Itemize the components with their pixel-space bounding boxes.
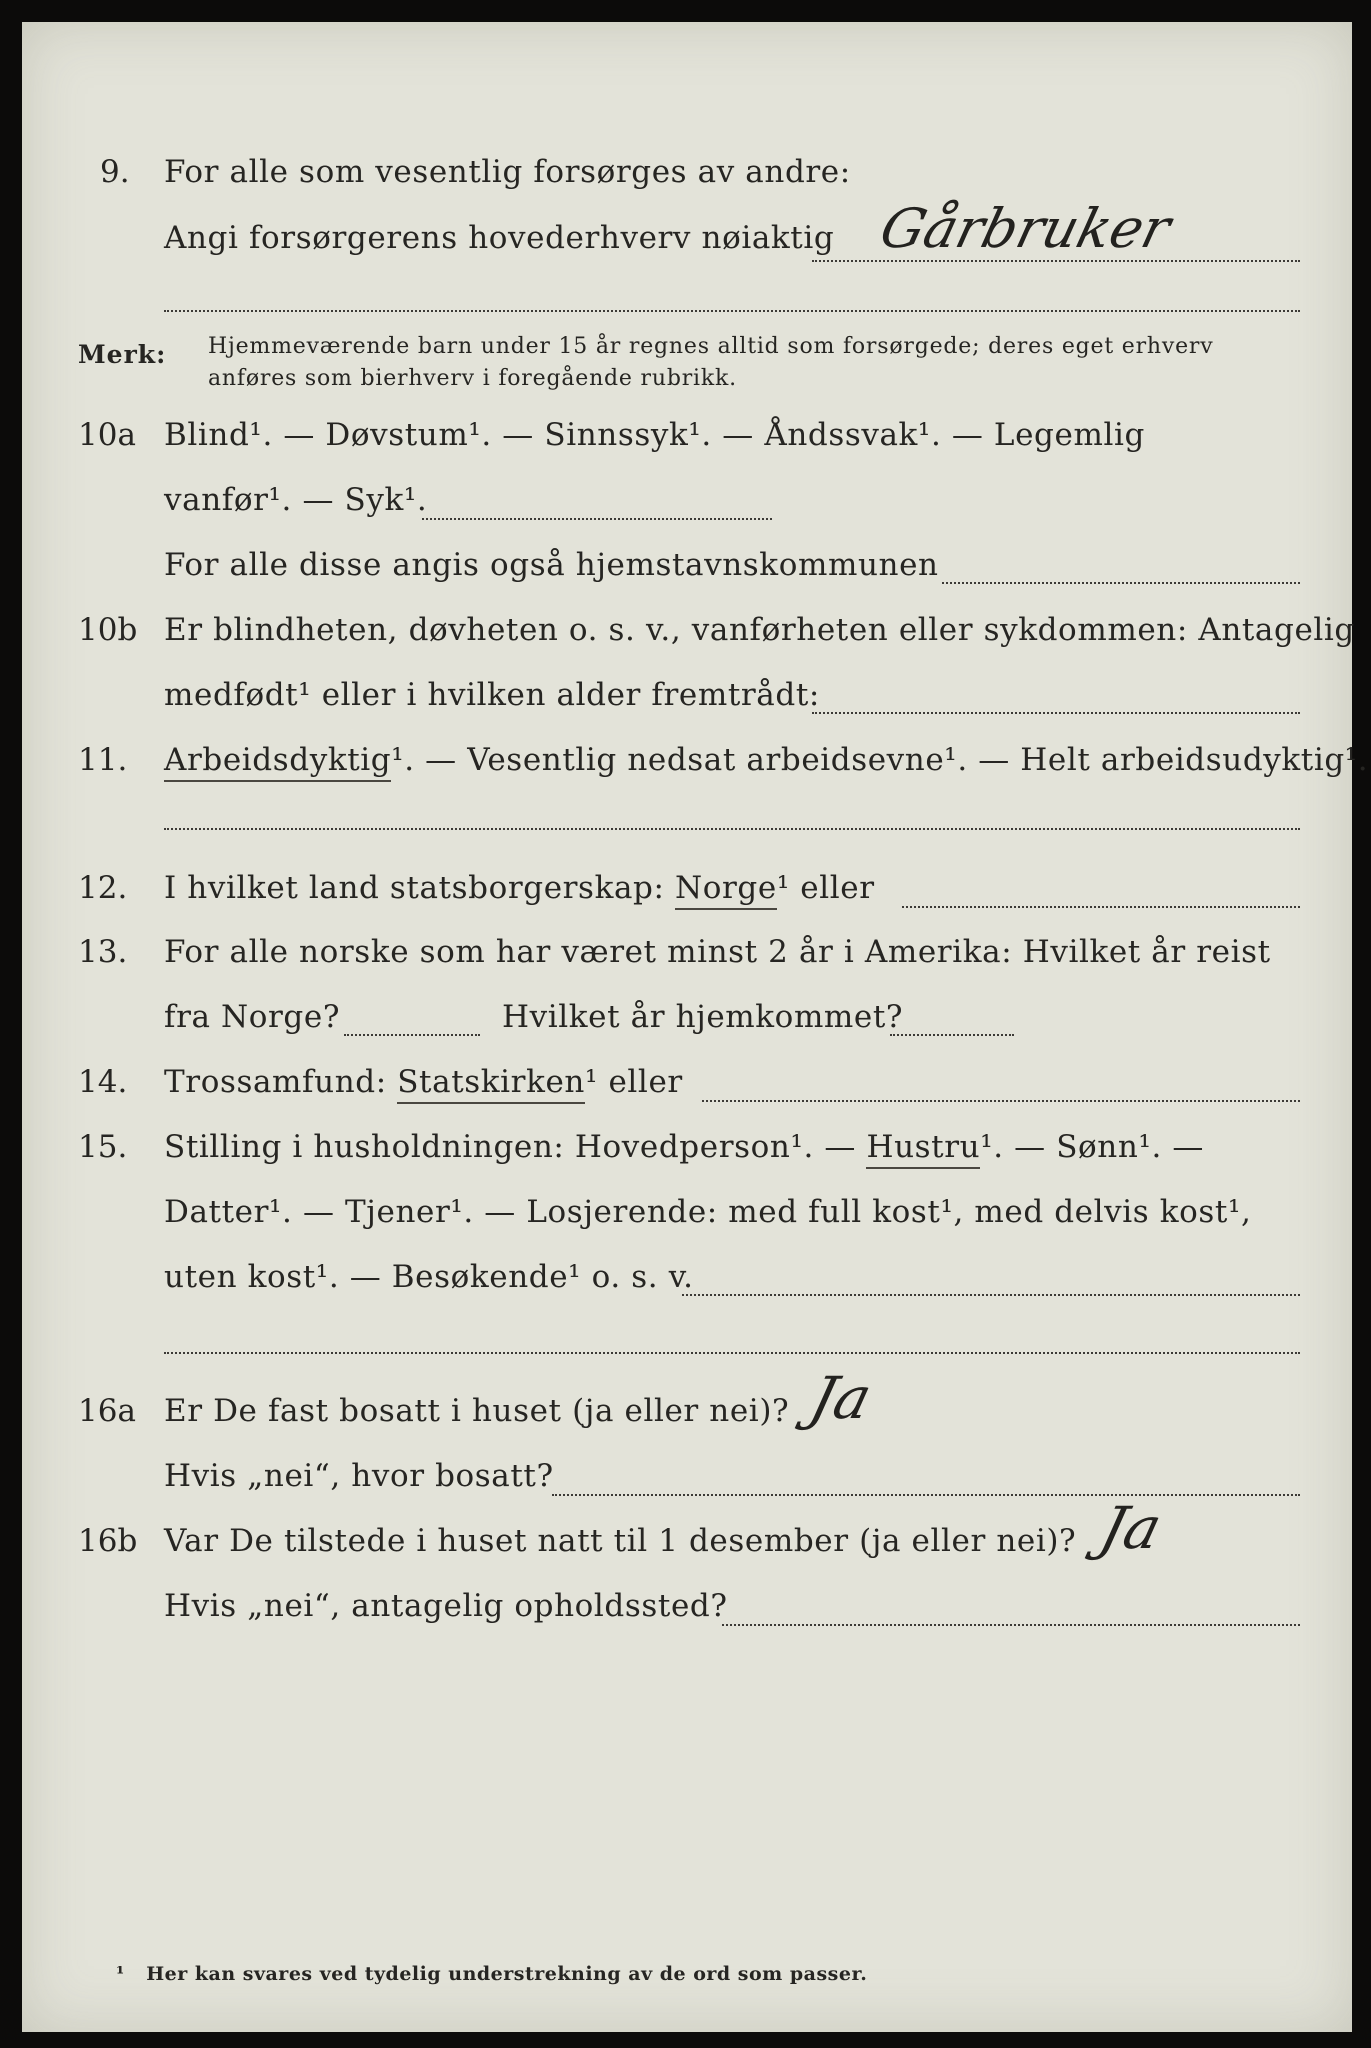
q9-line1: For alle som vesentlig forsørges av andre: [164,154,851,190]
q16b-number: 16b [78,1523,138,1559]
footnote [116,1962,867,1986]
q12-rest: ¹ eller [776,870,875,906]
q11-number: 11. [78,742,128,778]
q11-underlined-answer: Arbeidsdyktig [164,742,391,782]
q12-answer-line [902,906,1300,908]
q16a-answer-line [552,1494,1300,1496]
q9-handwritten-answer: Gårbruker [874,197,1177,260]
q10a-line2: vanfør¹. — Syk¹. [164,482,428,518]
q10a-line1: Blind¹. — Døvstum¹. — Sinnssyk¹. — Åndssvak¹. — Legemlig [164,417,1145,453]
q15-underlined-answer: Hustru [866,1129,980,1169]
q15-line3: uten kost¹. — Besøkende¹ o. s. v. [164,1259,694,1295]
q10a-line3: For alle disse angis også hjemstavnskommunen [164,547,939,583]
q14-answer-line [702,1100,1300,1102]
q15-line1 [164,1127,1204,1167]
q15-answer-line [682,1294,1300,1296]
q15-line1a: Stilling i husholdningen: Hovedperson¹. — [164,1129,856,1165]
q10b-line2: medfødt¹ eller i hvilken alder fremtrådt: [164,677,820,713]
q16b-line1: Var De tilstede i huset natt til 1 desember (ja eller nei)? [164,1523,1077,1559]
q16a-handwritten-answer: Ja [803,1364,879,1432]
q16a-number: 16a [78,1393,136,1429]
q12-underlined-answer: Norge [675,870,777,910]
q9-line2: Angi forsørgerens hovederhverv nøiaktig [164,220,835,256]
q10b-answer-line [812,712,1300,714]
q14-line [164,1062,683,1102]
q11-line [164,740,1368,780]
q16b-answer-line [722,1624,1300,1626]
footnote-text: Her kan svares ved tydelig understrekning av de ord som passer. [146,1963,868,1985]
q11-rest: ¹. — Vesentlig nedsat arbeidsevne¹. — Helt arbeidsudyktig¹. [391,742,1369,778]
merk-line2: anføres som bierhverv i foregående rubrikk. [208,366,737,391]
q13-hjemkommet-line [890,1034,1014,1036]
q10b-number: 10b [78,612,138,648]
q10a-number: 10a [78,417,136,453]
q14-rest: ¹ eller [584,1064,683,1100]
q13-number: 13. [78,934,128,970]
q12-line [164,868,875,908]
q14-question: Trossamfund: [164,1064,387,1100]
q15-line1c: ¹. — Sønn¹. — [980,1129,1204,1165]
q12-question: I hvilket land statsborgerskap: [164,870,665,906]
q16a-line1: Er De fast bosatt i huset (ja eller nei)? [164,1393,790,1429]
merk-line1: Hjemmeværende barn under 15 år regnes alltid som forsørgede; deres eget erhverv [208,334,1214,359]
q12-number: 12. [78,870,128,906]
q13-line1: For alle norske som har været minst 2 år i Amerika: Hvilket år reist [164,934,1271,970]
q13-line2a: fra Norge? [164,999,341,1035]
q9-extra-line [164,310,1300,312]
q14-number: 14. [78,1064,128,1100]
census-form-page [22,22,1369,2032]
q15-line2: Datter¹. — Tjener¹. — Losjerende: med full kost¹, med delvis kost¹, [164,1194,1252,1230]
q9-answer-line [812,260,1300,262]
q10a-answer-line [422,518,772,520]
q9-number: 9. [100,154,130,190]
q10a-kommune-line [942,582,1300,584]
q16b-line2: Hvis „nei“, antagelig opholdssted? [164,1588,728,1624]
q13-line2b: Hvilket år hjemkommet? [502,999,904,1035]
q13-reist-line [344,1034,480,1036]
q15-extra-line [164,1352,1300,1354]
q16a-line2: Hvis „nei“, hvor bosatt? [164,1458,554,1494]
q10b-line1: Er blindheten, døvheten o. s. v., vanførheten eller sykdommen: Antagelig [164,612,1355,648]
q15-number: 15. [78,1129,128,1165]
merk-label: Merk: [78,340,167,369]
q14-underlined-answer: Statskirken [397,1064,585,1104]
q16b-handwritten-answer: Ja [1093,1494,1169,1562]
q11-extra-line [164,828,1300,830]
footnote-mark: ¹ [116,1963,125,1985]
